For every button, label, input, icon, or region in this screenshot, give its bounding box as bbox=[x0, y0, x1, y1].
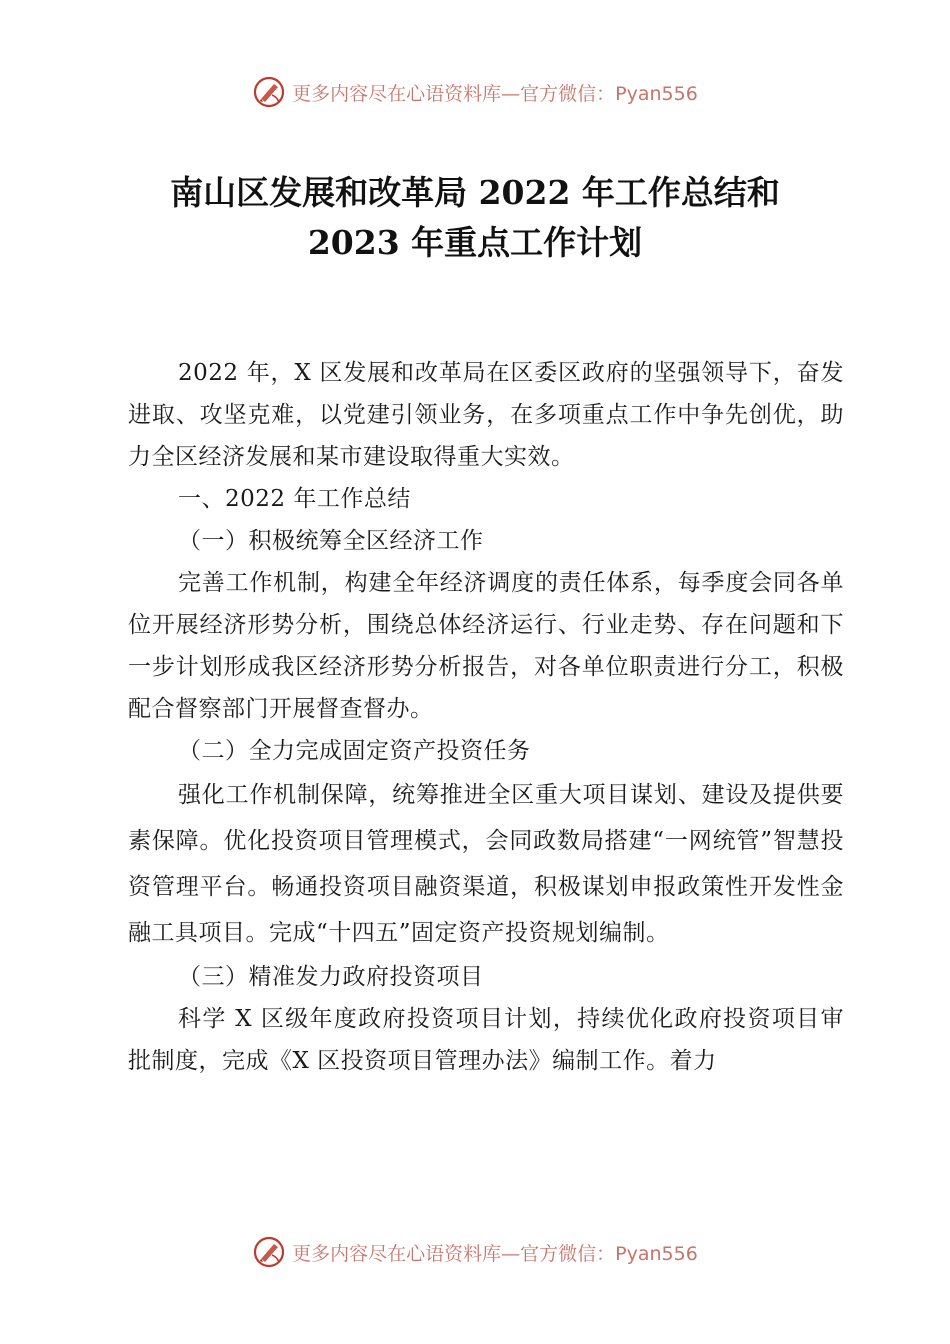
document-body bbox=[128, 352, 844, 1082]
watermark-wechat-id: Pyan556 bbox=[615, 1242, 698, 1265]
watermark-text: 更多内容尽在心语资料库—官方微信：Pyan556 bbox=[292, 1242, 698, 1265]
subsection-heading-1: （一）积极统筹全区经济工作 bbox=[178, 528, 484, 554]
title-line-2: 2023 年重点工作计划 bbox=[307, 223, 643, 262]
watermark-wechat-id: Pyan556 bbox=[615, 82, 698, 105]
watermark-header bbox=[0, 72, 950, 112]
title-line-1: 南山区发展和改革局 2022 年工作总结和 bbox=[170, 173, 780, 212]
subsection-paragraph-1: 完善工作机制，构建全年经济调度的责任体系，每季度会同各单位开展经济形势分析，围绕总体经济运行、行业走势、存在问题和下一步计划形成我区经济形势分析报告，对各单位职责进行分工，积极配合督察部门开展督查督办。 bbox=[128, 570, 844, 722]
watermark-text: 更多内容尽在心语资料库—官方微信：Pyan556 bbox=[292, 82, 698, 105]
pen-logo-icon bbox=[252, 1235, 286, 1269]
section-heading-1: 一、2022 年工作总结 bbox=[178, 486, 411, 512]
pen-logo-icon bbox=[252, 75, 286, 109]
subsection-heading-2: （二）全力完成固定资产投资任务 bbox=[178, 738, 531, 764]
subsection-paragraph-3: 科学 X 区级年度政府投资项目计划，持续优化政府投资项目审批制度，完成《X 区投资项目管理办法》编制工作。着力 bbox=[128, 1006, 844, 1074]
intro-paragraph: 2022 年，X 区发展和改革局在区委区政府的坚强领导下，奋发进取、攻坚克难，以党建引领业务，在多项重点工作中争先创优，助力全区经济发展和某市建设取得重大实效。 bbox=[128, 360, 844, 470]
subsection-heading-3: （三）精准发力政府投资项目 bbox=[178, 964, 484, 990]
subsection-paragraph-2: 强化工作机制保障，统筹推进全区重大项目谋划、建设及提供要素保障。优化投资项目管理模式，会同政数局搭建“一网统管”智慧投资管理平台。畅通投资项目融资渠道，积极谋划申报政策性开发性金融工具项目。完成“十四五”固定资产投资规划编制。 bbox=[128, 782, 844, 946]
watermark-footer bbox=[0, 1232, 950, 1272]
document-title bbox=[0, 168, 950, 268]
